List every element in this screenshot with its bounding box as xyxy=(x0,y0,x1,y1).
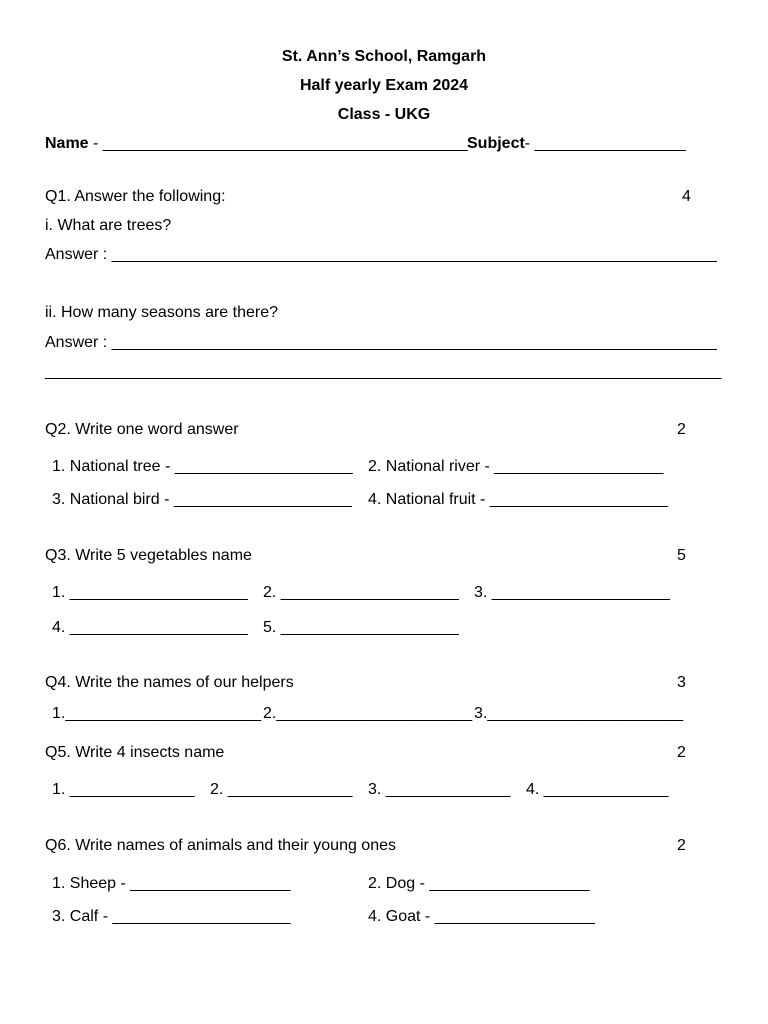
q3-item-3: 3. ____________________ xyxy=(474,584,670,601)
q4-item-1: 1.______________________ xyxy=(52,705,262,722)
q6-item-3: 3. Calf - ____________________ xyxy=(52,908,291,925)
class-line: Class - UKG xyxy=(337,106,431,123)
q6-marks: 2 xyxy=(677,837,686,854)
q4-marks: 3 xyxy=(677,674,686,691)
q3-item-5: 5. ____________________ xyxy=(263,619,459,636)
q1-marks: 4 xyxy=(682,188,691,205)
q6-item-1: 1. Sheep - __________________ xyxy=(52,875,291,892)
q2-item-1: 1. National tree - ____________________ xyxy=(52,458,353,475)
exam-title: Half yearly Exam 2024 xyxy=(299,77,469,94)
q1-ii-answer: Answer : ____________________________________________________________________ xyxy=(45,334,717,351)
q2-item-2: 2. National river - ___________________ xyxy=(368,458,664,475)
q3-item-2: 2. ____________________ xyxy=(263,584,459,601)
name-blank: - _________________________________________ xyxy=(88,135,468,152)
q1-i-question: i. What are trees? xyxy=(45,217,172,234)
q3-title: Q3. Write 5 vegetables name xyxy=(45,547,252,564)
q2-marks: 2 xyxy=(677,421,686,438)
q4-title: Q4. Write the names of our helpers xyxy=(45,674,294,691)
subject-blank: - _________________ xyxy=(524,135,686,152)
q4-item-2: 2.______________________ xyxy=(263,705,473,722)
q5-marks: 2 xyxy=(677,744,686,761)
q1-ii-extra-line: ____________________________________________________________________________ xyxy=(45,363,722,380)
subject-label: Subject xyxy=(467,135,525,152)
q1-title: Q1. Answer the following: xyxy=(45,188,226,205)
q2-item-3: 3. National bird - ____________________ xyxy=(52,491,352,508)
name-label: Name xyxy=(45,135,89,152)
q2-item-4: 4. National fruit - ____________________ xyxy=(368,491,668,508)
q2-title: Q2. Write one word answer xyxy=(45,421,239,438)
q1-i-answer: Answer : ____________________________________________________________________ xyxy=(45,246,717,263)
name-line xyxy=(45,134,468,154)
subject-line xyxy=(467,134,686,154)
q5-item-1: 1. ______________ xyxy=(52,781,195,798)
q5-item-4: 4. ______________ xyxy=(526,781,669,798)
q6-item-4: 4. Goat - __________________ xyxy=(368,908,595,925)
school-name: St. Ann’s School, Ramgarh xyxy=(281,48,487,65)
q6-item-2: 2. Dog - __________________ xyxy=(368,875,590,892)
q4-item-3: 3.______________________ xyxy=(474,705,684,722)
q3-item-1: 1. ____________________ xyxy=(52,584,248,601)
q5-title: Q5. Write 4 insects name xyxy=(45,744,225,761)
q3-marks: 5 xyxy=(677,547,686,564)
q6-title: Q6. Write names of animals and their young ones xyxy=(45,837,396,854)
q1-ii-question: ii. How many seasons are there? xyxy=(45,304,278,321)
q5-item-2: 2. ______________ xyxy=(210,781,353,798)
q5-item-3: 3. ______________ xyxy=(368,781,511,798)
q3-item-4: 4. ____________________ xyxy=(52,619,248,636)
